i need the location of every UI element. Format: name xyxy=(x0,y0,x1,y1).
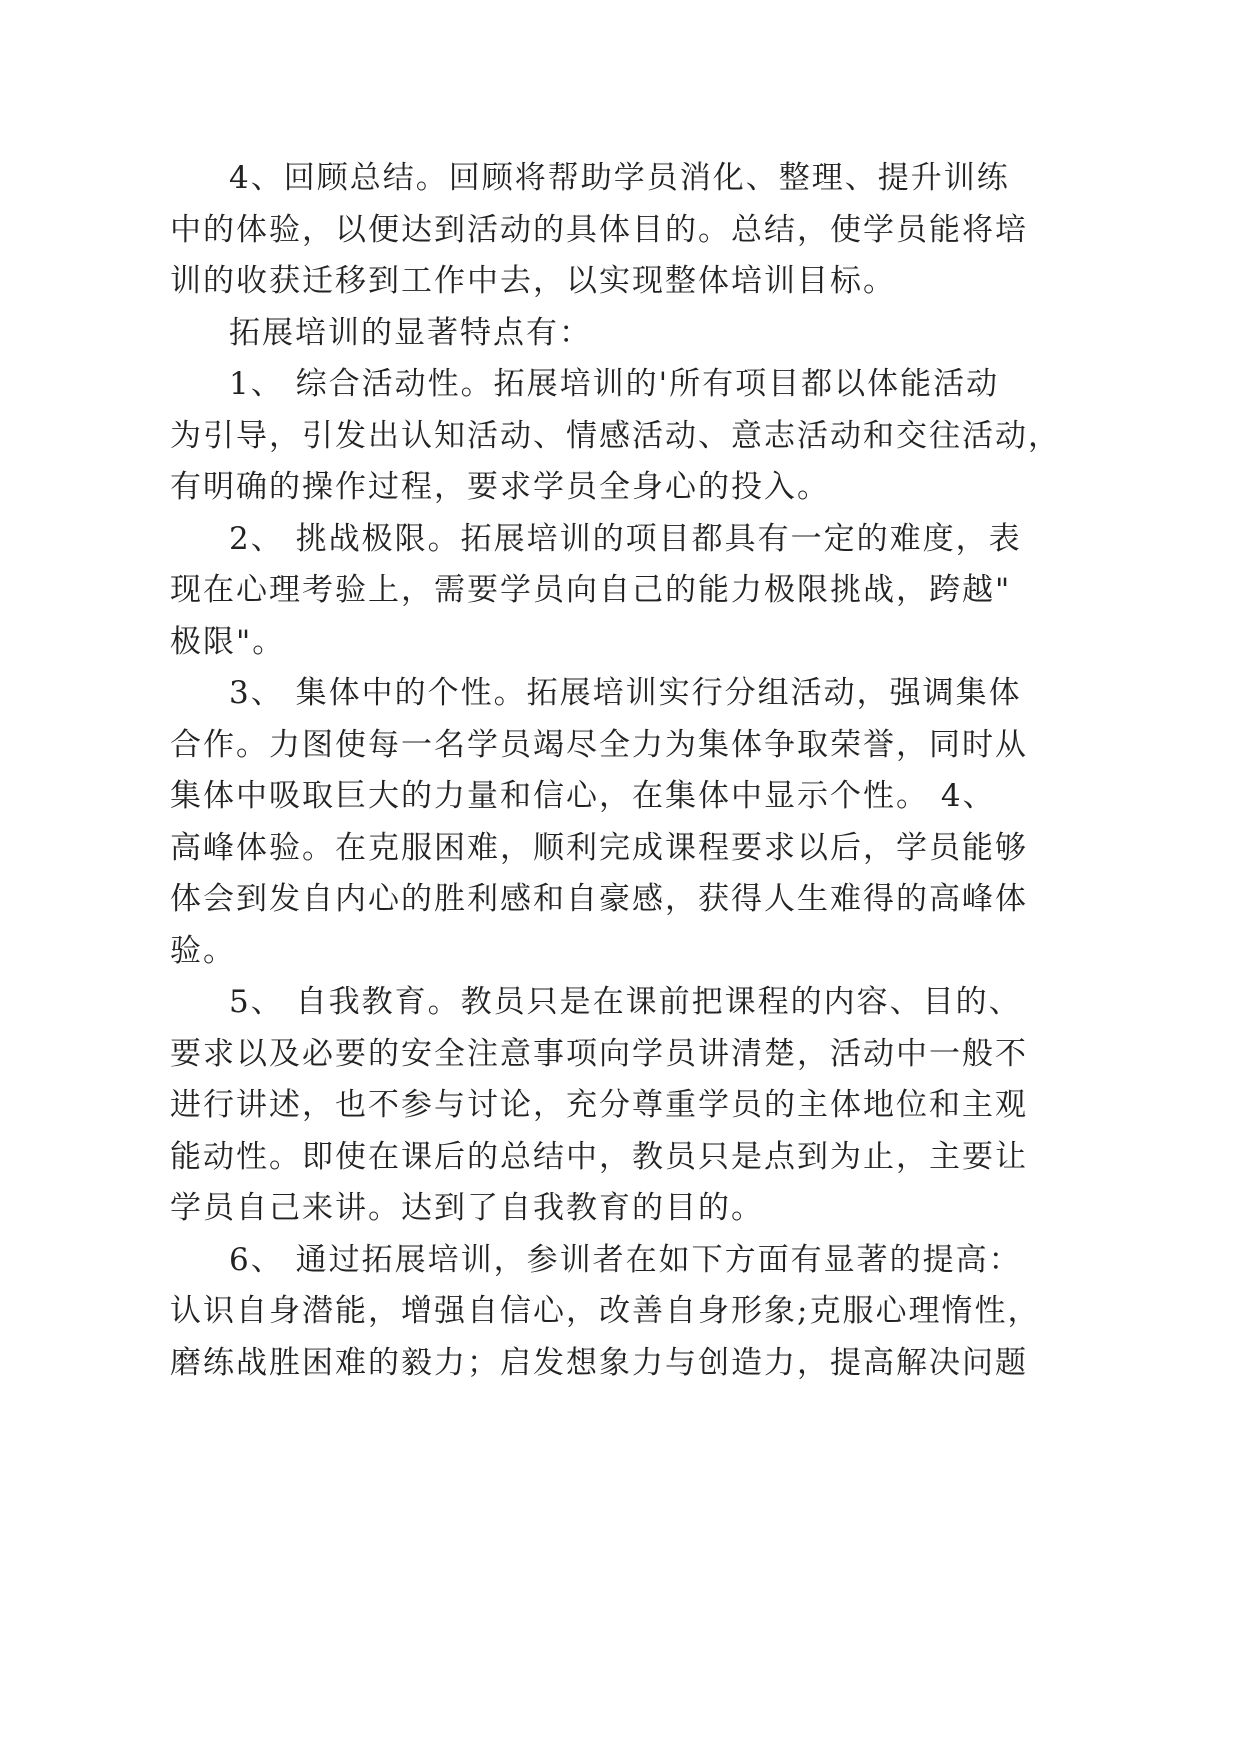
text-line: 4、回顾总结。回顾将帮助学员消化、整理、提升训练 xyxy=(229,160,1010,196)
text-line: 中的体验，以便达到活动的具体目的。总结，使学员能将培 xyxy=(170,212,1028,248)
text-line: 磨练战胜困难的毅力；启发想象力与创造力，提高解决问题 xyxy=(170,1345,1028,1381)
text-line: 学员自己来讲。达到了自我教育的目的。 xyxy=(170,1190,764,1226)
text-line: 为引导，引发出认知活动、情感活动、意志活动和交往活动， xyxy=(170,418,1061,454)
text-line: 高峰体验。在克服困难，顺利完成课程要求以后，学员能够 xyxy=(170,830,1028,866)
text-line: 集体中吸取巨大的力量和信心，在集体中显示个性。 4、 xyxy=(170,778,996,814)
text-line: 合作。力图使每一名学员竭尽全力为集体争取荣誉，同时从 xyxy=(170,727,1028,763)
text-line: 极限"。 xyxy=(170,624,286,660)
text-line: 有明确的操作过程，要求学员全身心的投入。 xyxy=(170,469,830,505)
text-line: 认识自身潜能，增强自信心，改善自身形象;克服心理惰性， xyxy=(170,1293,1041,1329)
text-line: 进行讲述，也不参与讨论，充分尊重学员的主体地位和主观 xyxy=(170,1087,1028,1123)
text-line: 现在心理考验上，需要学员向自己的能力极限挑战，跨越" xyxy=(170,572,1012,608)
text-line: 验。 xyxy=(170,933,236,969)
text-line: 训的收获迁移到工作中去，以实现整体培训目标。 xyxy=(170,263,896,299)
text-line: 3、 集体中的个性。拓展培训实行分组活动，强调集体 xyxy=(229,675,1022,711)
text-line: 5、 自我教育。教员只是在课前把课程的内容、目的、 xyxy=(229,984,1022,1020)
text-line: 6、 通过拓展培训，参训者在如下方面有显著的提高： xyxy=(229,1242,1022,1278)
text-line: 体会到发自内心的胜利感和自豪感，获得人生难得的高峰体 xyxy=(170,881,1028,917)
text-line: 能动性。即使在课后的总结中，教员只是点到为止，主要让 xyxy=(170,1139,1028,1175)
text-line: 1、 综合活动性。拓展培训的'所有项目都以体能活动 xyxy=(229,366,1000,402)
text-line: 拓展培训的显著特点有： xyxy=(229,315,592,351)
text-line: 要求以及必要的安全注意事项向学员讲清楚，活动中一般不 xyxy=(170,1036,1028,1072)
text-line: 2、 挑战极限。拓展培训的项目都具有一定的难度，表 xyxy=(229,521,1022,557)
